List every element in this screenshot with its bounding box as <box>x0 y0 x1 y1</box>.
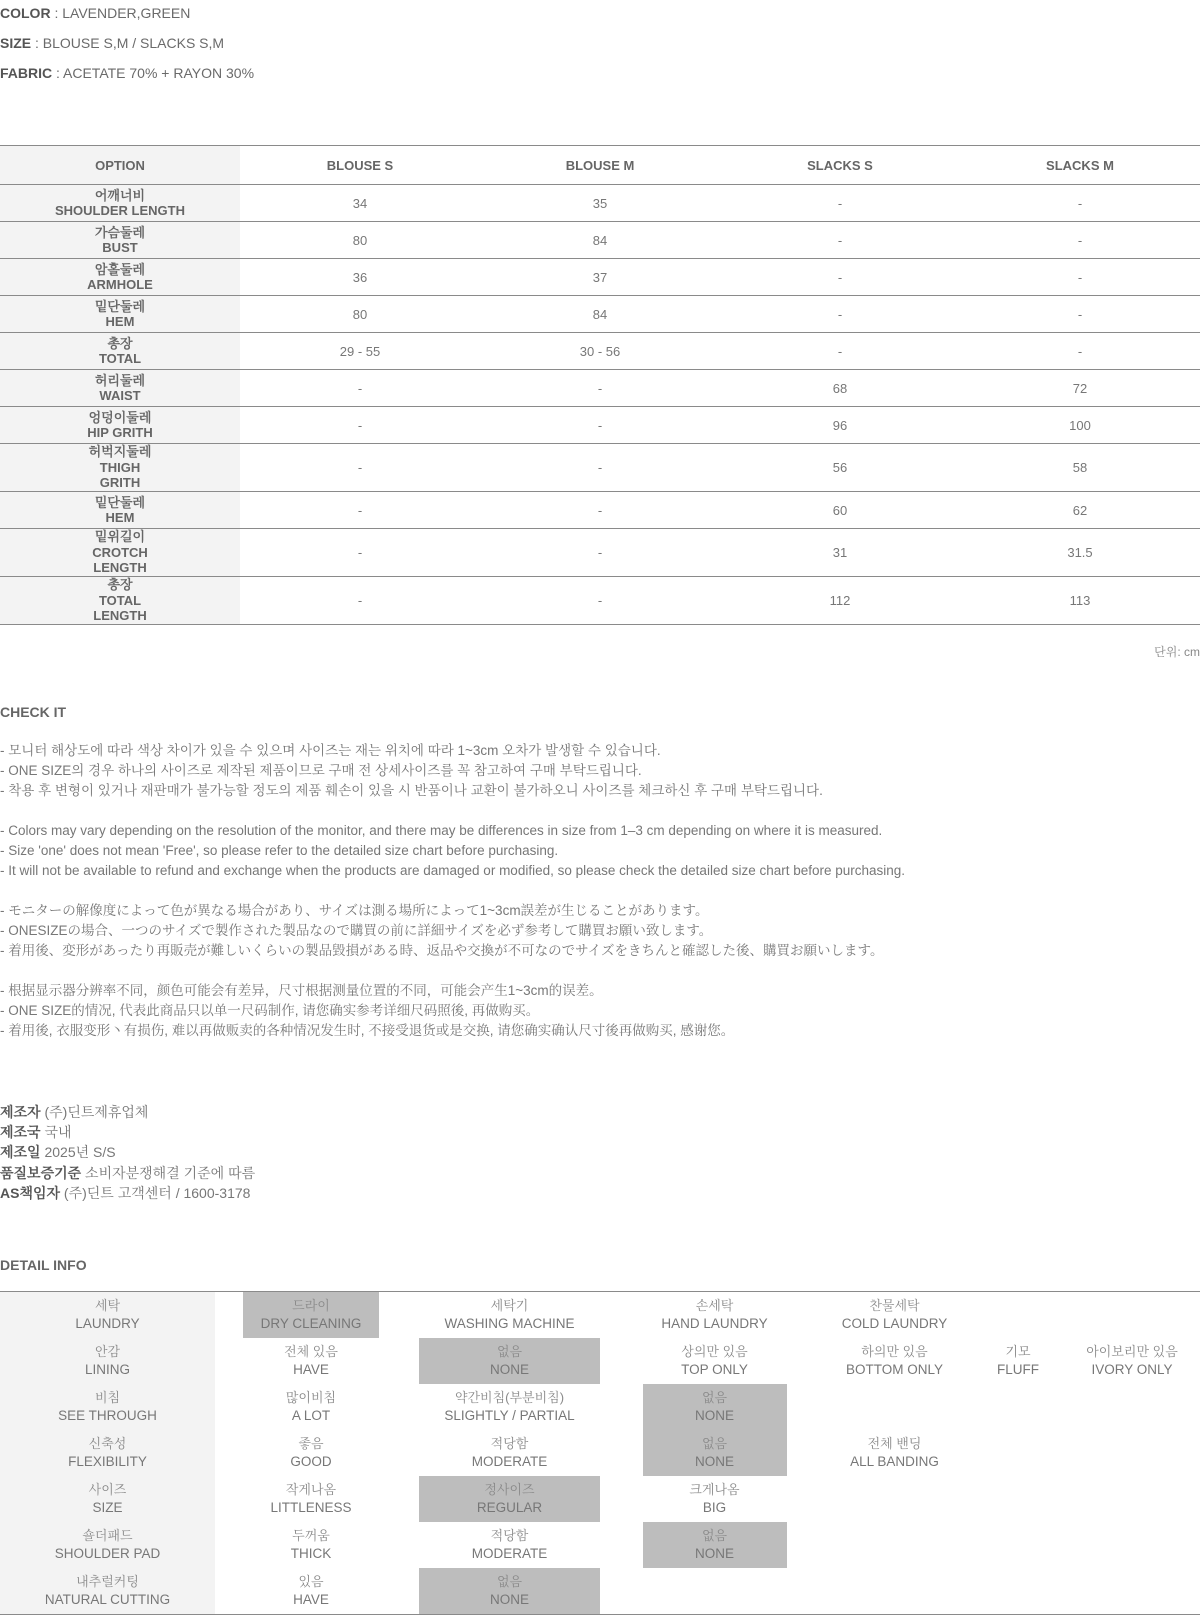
detail-option-box <box>215 1389 407 1425</box>
detail-row-label <box>0 1384 215 1430</box>
detail-option <box>215 1476 407 1522</box>
detail-option-box <box>817 1297 972 1333</box>
detail-option-selected <box>407 1338 612 1384</box>
option-ko: 크게나옴 <box>689 1482 740 1497</box>
maker-info <box>0 1102 255 1203</box>
option-en: GOOD <box>290 1454 332 1469</box>
maker-value: (주)딘트 고객센터 / 1600-3178 <box>60 1184 251 1201</box>
detail-label-ko: 숄더패드 <box>82 1528 133 1543</box>
size-row-label <box>0 529 240 577</box>
option-en: HAVE <box>293 1362 329 1377</box>
detail-option-selected <box>612 1384 817 1430</box>
size-value: 100 <box>960 407 1200 444</box>
detail-option-box <box>215 1343 407 1379</box>
size-value: 80 <box>240 222 480 259</box>
maker-value: 2025년 S/S <box>40 1144 116 1161</box>
label-ko: 허리둘레 <box>94 372 146 388</box>
option-ko: 하의만 있음 <box>861 1344 928 1359</box>
size-value: 113 <box>960 577 1200 625</box>
option-ko: 상의만 있음 <box>681 1344 748 1359</box>
option-ko: 찬물세탁 <box>869 1298 920 1313</box>
maker-label: 제조일 <box>0 1144 41 1161</box>
header-blouse-m: BLOUSE M <box>480 146 720 185</box>
detail-label-ko: 사이즈 <box>88 1482 127 1497</box>
detail-option-selected <box>612 1522 817 1568</box>
note-ko-2: - ONE SIZE의 경우 하나의 사이즈로 제작된 제품이므로 구매 전 상세사이즈를 꼭 참고하여 구매 부탁드립니다. <box>0 763 642 778</box>
size-row <box>0 444 1200 492</box>
detail-option <box>817 1522 972 1568</box>
detail-option-box <box>215 1435 407 1471</box>
maker-value: 국내 <box>40 1124 72 1141</box>
detail-option <box>612 1292 817 1338</box>
label-en: ARMHOLE <box>87 277 153 292</box>
option-en: LITTLENESS <box>270 1500 352 1515</box>
size-row <box>0 296 1200 333</box>
detail-label-en: SEE THROUGH <box>58 1408 157 1423</box>
option-en: WASHING MACHINE <box>444 1316 575 1331</box>
size-value: 37 <box>480 259 720 296</box>
label-en: TOTAL <box>98 592 142 608</box>
option-ko: 드라이 <box>292 1298 330 1313</box>
label-en-2: LENGTH <box>93 560 147 576</box>
detail-option <box>817 1476 972 1522</box>
option-en: HAVE <box>293 1592 329 1607</box>
option-en: DRY CLEANING <box>260 1316 362 1331</box>
detail-option <box>407 1384 612 1430</box>
size-row-label <box>0 370 240 407</box>
maker-row <box>0 1102 255 1122</box>
detail-option <box>215 1338 407 1384</box>
option-ko: 없음 <box>701 1528 728 1543</box>
detail-option <box>972 1292 1064 1338</box>
size-value: 34 <box>240 185 480 222</box>
option-en: A LOT <box>291 1408 331 1423</box>
detail-option-box <box>215 1481 407 1517</box>
size-row <box>0 222 1200 259</box>
spec-fabric-label: FABRIC <box>0 65 53 81</box>
detail-option-box <box>407 1435 612 1471</box>
label-en: HEM <box>105 510 135 525</box>
option-en: NONE <box>694 1454 734 1469</box>
detail-option <box>817 1338 972 1384</box>
note-ko-1: - 모니터 해상도에 따라 색상 차이가 있을 수 있으며 사이즈는 재는 위치에 따라 1~3cm 오차가 발생할 수 있습니다. <box>0 743 661 758</box>
size-row-label <box>0 185 240 222</box>
detail-option-box <box>612 1343 817 1379</box>
detail-option-box <box>643 1430 787 1476</box>
detail-option-selected <box>407 1476 612 1522</box>
spec-size-value: : BLOUSE S,M / SLACKS S,M <box>31 35 225 51</box>
detail-option-box <box>1064 1343 1200 1379</box>
label-en: WAIST <box>99 388 141 403</box>
label-ko: 허벅지둘레 <box>88 444 152 460</box>
option-en: ALL BANDING <box>850 1454 939 1469</box>
label-ko: 밑단둘레 <box>94 298 146 314</box>
size-value: 31.5 <box>960 529 1200 577</box>
label-en: CROTCH <box>92 544 148 560</box>
note-en-3: - It will not be available to refund and exchange when the products are damaged or modified, so please check the detailed size chart before purchasing. <box>0 863 906 878</box>
detail-option-box <box>643 1522 787 1568</box>
size-value: - <box>720 259 960 296</box>
detail-row <box>0 1384 1200 1430</box>
label-ko: 밑위길이 <box>94 529 146 545</box>
detail-label-en: SHOULDER PAD <box>54 1546 161 1561</box>
option-ko: 두꺼움 <box>292 1528 330 1543</box>
size-value: - <box>480 529 720 577</box>
size-value: - <box>240 370 480 407</box>
size-value: - <box>480 370 720 407</box>
option-en: HAND LAUNDRY <box>661 1316 768 1331</box>
label-en-2: LENGTH <box>93 608 147 624</box>
size-row-label <box>0 492 240 529</box>
option-en: BOTTOM ONLY <box>845 1362 943 1377</box>
option-ko: 많이비침 <box>285 1390 337 1405</box>
size-table-header <box>0 146 1200 185</box>
size-value: 31 <box>720 529 960 577</box>
detail-label-ko: 신축성 <box>88 1436 127 1451</box>
size-row-label <box>0 577 240 625</box>
option-ko: 없음 <box>701 1390 728 1405</box>
size-row-label <box>0 222 240 259</box>
detail-row <box>0 1292 1200 1338</box>
size-row <box>0 529 1200 577</box>
detail-option <box>817 1568 972 1614</box>
detail-table <box>0 1291 1200 1615</box>
detail-label-ko: 내추럴커팅 <box>76 1574 139 1589</box>
option-en: BIG <box>702 1500 727 1515</box>
maker-label: 제조자 <box>0 1104 41 1120</box>
size-value: 84 <box>480 222 720 259</box>
option-en: REGULAR <box>476 1500 543 1515</box>
note-ko-3: - 착용 후 변형이 있거나 재판매가 불가능할 정도의 제품 훼손이 있을 시 반품이나 교환이 불가하오니 사이즈를 체크하신 후 구매 부탁드립니다. <box>0 783 823 798</box>
size-value: - <box>480 444 720 492</box>
note-zh-1: - 根据显示器分辨率不同，颜色可能会有差异，尺寸根据测量位置的不同，可能会产生1~3cm的误差。 <box>0 983 603 998</box>
header-option: OPTION <box>0 146 240 185</box>
label-en: HEM <box>105 314 135 329</box>
detail-row <box>0 1522 1200 1568</box>
detail-option <box>215 1568 407 1614</box>
option-ko: 좋음 <box>298 1436 324 1451</box>
size-value: - <box>240 529 480 577</box>
detail-option <box>215 1430 407 1476</box>
maker-row <box>0 1122 255 1142</box>
size-row <box>0 370 1200 407</box>
label-ko: 어깨너비 <box>94 187 146 203</box>
detail-row <box>0 1338 1200 1384</box>
option-en: NONE <box>694 1546 734 1561</box>
option-ko: 기모 <box>1005 1344 1031 1359</box>
detail-option <box>817 1430 972 1476</box>
maker-label: 품질보증기준 <box>0 1164 82 1181</box>
option-ko: 적당함 <box>490 1436 529 1451</box>
detail-option <box>1064 1292 1200 1338</box>
detail-option <box>215 1522 407 1568</box>
size-row <box>0 492 1200 529</box>
size-value: 96 <box>720 407 960 444</box>
header-slacks-s: SLACKS S <box>720 146 960 185</box>
detail-option-box <box>215 1573 407 1609</box>
size-row <box>0 185 1200 222</box>
size-value: 84 <box>480 296 720 333</box>
size-row <box>0 333 1200 370</box>
size-value: - <box>240 444 480 492</box>
spec-size <box>0 35 224 51</box>
size-value: 58 <box>960 444 1200 492</box>
size-row-label <box>0 444 240 492</box>
size-value: - <box>720 333 960 370</box>
option-ko: 손세탁 <box>695 1298 734 1313</box>
size-value: 29 - 55 <box>240 333 480 370</box>
spec-fabric-value: : ACETATE 70% + RAYON 30% <box>52 65 255 81</box>
label-en: HIP GRITH <box>87 425 153 440</box>
detail-row <box>0 1430 1200 1476</box>
detail-option-box <box>612 1481 817 1517</box>
detail-option-box <box>407 1527 612 1563</box>
option-ko: 전체 있음 <box>284 1344 338 1359</box>
label-en: TOTAL <box>98 351 142 366</box>
label-en: SHOULDER LENGTH <box>55 203 185 218</box>
detail-label-en: LINING <box>84 1362 130 1377</box>
detail-row-label <box>0 1568 215 1614</box>
option-en: SLIGHTLY / PARTIAL <box>444 1408 575 1423</box>
header-slacks-m: SLACKS M <box>960 146 1200 185</box>
detail-option <box>407 1292 612 1338</box>
size-value: - <box>720 222 960 259</box>
option-en: NONE <box>489 1592 529 1607</box>
option-ko: 약간비침(부분비침) <box>454 1390 565 1405</box>
detail-label-en: SIZE <box>92 1500 123 1515</box>
detail-label-en: NATURAL CUTTING <box>44 1592 171 1607</box>
label-ko: 암홀둘레 <box>94 261 146 277</box>
detail-label-en: FLEXIBILITY <box>68 1454 147 1469</box>
maker-row <box>0 1142 255 1162</box>
option-en: FLUFF <box>997 1362 1039 1377</box>
option-ko: 정사이즈 <box>484 1482 535 1497</box>
detail-option-box <box>407 1297 612 1333</box>
option-ko: 없음 <box>496 1574 523 1589</box>
detail-option-box <box>419 1476 600 1522</box>
detail-option <box>817 1292 972 1338</box>
option-en: NONE <box>694 1408 734 1423</box>
option-ko: 세탁기 <box>490 1298 529 1313</box>
size-value: - <box>960 333 1200 370</box>
size-row-label <box>0 333 240 370</box>
size-row <box>0 407 1200 444</box>
size-value: 112 <box>720 577 960 625</box>
spec-fabric <box>0 65 254 81</box>
note-ja-3: - 着用後、変形があったり再販売が難しいくらいの製品毀損がある時、返品や交換が不可なのでサイズをきちんと確認した後、購買お願いします。 <box>0 943 884 958</box>
detail-row-label <box>0 1292 215 1338</box>
detail-option <box>1064 1338 1200 1384</box>
detail-option <box>1064 1384 1200 1430</box>
check-it-notes <box>0 741 905 1041</box>
size-row <box>0 577 1200 625</box>
unit-label: 단위: cm <box>1154 645 1200 659</box>
label-en: BUST <box>102 240 138 255</box>
size-value: 72 <box>960 370 1200 407</box>
detail-option <box>1064 1476 1200 1522</box>
detail-option-box <box>817 1435 972 1471</box>
size-value: 68 <box>720 370 960 407</box>
maker-value: (주)딘트제휴업체 <box>40 1104 149 1120</box>
detail-row <box>0 1476 1200 1522</box>
spec-color <box>0 5 190 21</box>
size-value: - <box>240 577 480 625</box>
maker-row <box>0 1183 255 1203</box>
detail-option <box>407 1522 612 1568</box>
detail-option-selected <box>407 1568 612 1614</box>
detail-option-selected <box>612 1430 817 1476</box>
size-value: - <box>240 492 480 529</box>
detail-option-selected <box>215 1292 407 1338</box>
detail-option <box>407 1430 612 1476</box>
spec-color-value: : LAVENDER,GREEN <box>50 5 191 21</box>
option-ko: 없음 <box>701 1436 728 1451</box>
maker-row <box>0 1163 255 1183</box>
size-value: - <box>480 492 720 529</box>
detail-option-box <box>243 1292 379 1338</box>
detail-option <box>612 1476 817 1522</box>
size-value: 30 - 56 <box>480 333 720 370</box>
size-value: - <box>720 296 960 333</box>
size-value: - <box>480 407 720 444</box>
option-en: TOP ONLY <box>681 1362 748 1377</box>
size-row-label <box>0 407 240 444</box>
note-en-2: - Size 'one' does not mean 'Free', so please refer to the detailed size chart before purchasing. <box>0 843 559 858</box>
label-en-2: GRITH <box>99 475 141 491</box>
detail-option <box>817 1384 972 1430</box>
note-ja-2: - ONESIZEの場合、一つのサイズで製作された製品なので購買の前に詳細サイズを必ず参考して購買お願い致します。 <box>0 923 713 938</box>
maker-label: 제조국 <box>0 1124 41 1141</box>
size-value: - <box>480 577 720 625</box>
label-ko: 엉덩이둘레 <box>88 409 152 425</box>
detail-row-label <box>0 1476 215 1522</box>
size-value: - <box>720 185 960 222</box>
size-value: 80 <box>240 296 480 333</box>
detail-option-box <box>215 1527 407 1563</box>
option-en: MODERATE <box>471 1546 548 1561</box>
detail-option-box <box>972 1343 1064 1379</box>
option-ko: 작게나옴 <box>285 1482 337 1497</box>
detail-option-box <box>419 1338 600 1384</box>
note-ja-1: - モニターの解像度によって色が異なる場合があり、サイズは測る場所によって1~3cm誤差が生じることがあります。 <box>0 903 709 918</box>
detail-option <box>612 1338 817 1384</box>
size-row-label <box>0 259 240 296</box>
option-en: IVORY ONLY <box>1091 1362 1173 1377</box>
detail-option <box>972 1476 1064 1522</box>
label-ko: 총장 <box>107 335 133 351</box>
detail-label-ko: 세탁 <box>94 1298 121 1313</box>
option-ko: 없음 <box>496 1344 523 1359</box>
option-en: MODERATE <box>471 1454 548 1469</box>
maker-label: AS책임자 <box>0 1184 61 1201</box>
detail-option <box>972 1384 1064 1430</box>
option-ko: 적당함 <box>490 1528 529 1543</box>
detail-option <box>972 1338 1064 1384</box>
option-en: COLD LAUNDRY <box>841 1316 948 1331</box>
label-ko: 가슴둘레 <box>94 224 146 240</box>
size-value: - <box>960 222 1200 259</box>
label-ko: 총장 <box>107 577 133 593</box>
detail-info-title: DETAIL INFO <box>0 1257 87 1273</box>
detail-label-ko: 비침 <box>94 1390 121 1405</box>
detail-option-box <box>407 1389 612 1425</box>
label-en: THIGH <box>99 459 141 475</box>
spec-color-label: COLOR <box>0 5 51 21</box>
size-value: 36 <box>240 259 480 296</box>
detail-label-en: LAUNDRY <box>75 1316 140 1331</box>
detail-row-label <box>0 1338 215 1384</box>
detail-option <box>1064 1568 1200 1614</box>
detail-option <box>1064 1430 1200 1476</box>
check-it-title: CHECK IT <box>0 704 67 720</box>
size-table <box>0 145 1200 625</box>
detail-row-label <box>0 1522 215 1568</box>
size-value: 56 <box>720 444 960 492</box>
note-zh-3: - 着用後, 衣服变形丶有损伤, 难以再做贩卖的各种情况发生时, 不接受退货或是交换, 请您确实确认尺寸後再做购买, 感谢您。 <box>0 1023 735 1038</box>
detail-row-label <box>0 1430 215 1476</box>
size-value: - <box>960 296 1200 333</box>
detail-option <box>972 1568 1064 1614</box>
size-value: - <box>240 407 480 444</box>
option-en: THICK <box>290 1546 332 1561</box>
size-value: - <box>960 185 1200 222</box>
detail-row <box>0 1568 1200 1614</box>
detail-option <box>215 1384 407 1430</box>
detail-option-box <box>643 1384 787 1430</box>
detail-option <box>972 1522 1064 1568</box>
note-zh-2: - ONE SIZE的情况, 代表此商品只以单一尺码制作, 请您确实参考详细尺码照後, 再做购买。 <box>0 1003 540 1018</box>
maker-value: 소비자분쟁해결 기준에 따름 <box>81 1164 256 1181</box>
size-value: 62 <box>960 492 1200 529</box>
detail-option <box>972 1430 1064 1476</box>
size-value: 35 <box>480 185 720 222</box>
option-ko: 있음 <box>298 1574 324 1589</box>
size-row-label <box>0 296 240 333</box>
note-en-1: - Colors may vary depending on the resolution of the monitor, and there may be differences in size from 1–3 cm depending on where it is measured. <box>0 823 883 838</box>
detail-option <box>612 1568 817 1614</box>
detail-option-box <box>817 1343 972 1379</box>
label-ko: 밑단둘레 <box>94 494 146 510</box>
size-row <box>0 259 1200 296</box>
option-ko: 전체 밴딩 <box>867 1436 922 1451</box>
option-en: NONE <box>489 1362 529 1377</box>
size-value: 60 <box>720 492 960 529</box>
size-value: - <box>960 259 1200 296</box>
detail-label-ko: 안감 <box>94 1344 121 1359</box>
detail-option-box <box>612 1297 817 1333</box>
spec-size-label: SIZE <box>0 35 32 51</box>
option-ko: 아이보리만 있음 <box>1086 1344 1178 1359</box>
detail-option <box>1064 1522 1200 1568</box>
header-blouse-s: BLOUSE S <box>240 146 480 185</box>
detail-option-box <box>419 1568 600 1614</box>
